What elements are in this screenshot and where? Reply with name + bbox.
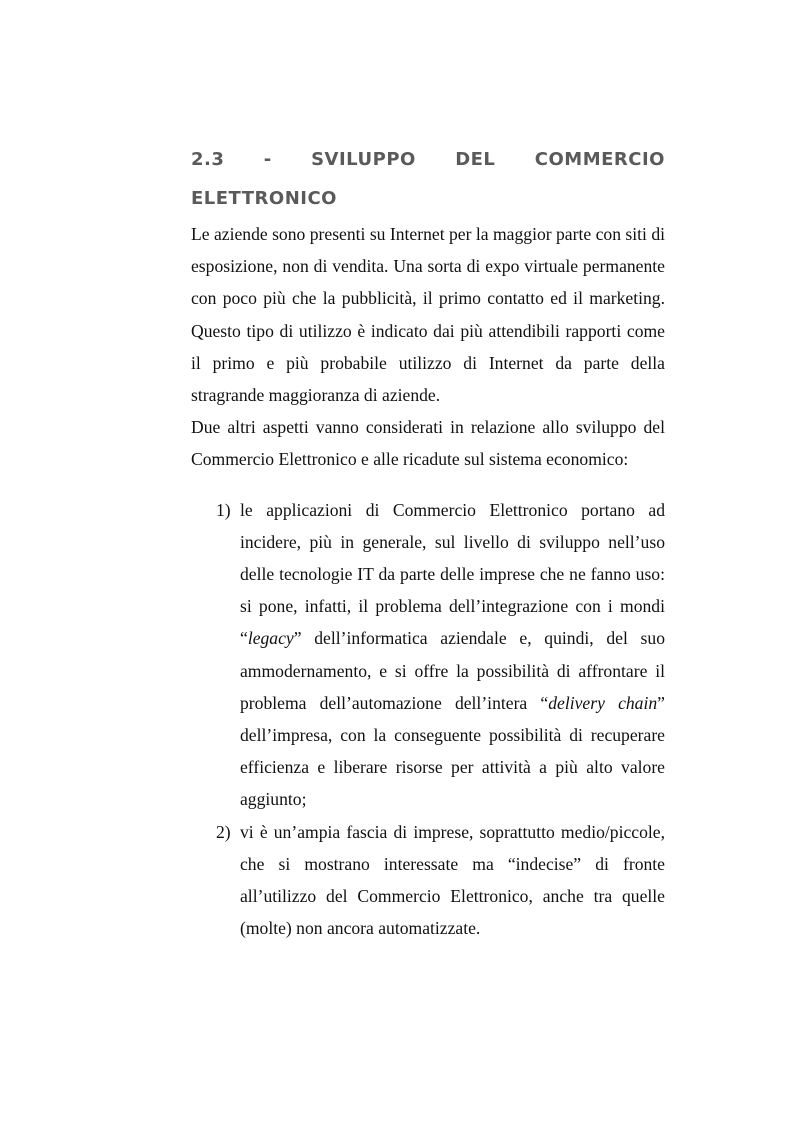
list-item-text-segment: le applicazioni di Commercio Elettronico portano ad incidere, più in generale, sul livello di sviluppo nell’uso delle tecnologie IT da parte delle imprese che ne fanno uso: si pone, infatti, il problema dell’integrazione con i mondi “ [240,499,665,649]
italic-term: delivery chain [548,692,658,713]
section-title-word: DEL [455,149,496,170]
list-item-number: 1) [216,499,231,520]
document-page [191,140,665,944]
body-paragraph: Le aziende sono presenti su Internet per la maggior parte con siti di esposizione, non di vendita. Una sorta di expo virtuale permanente con poco più che la pubblicità, il primo contatto ed il marketing. Questo tipo di utilizzo è indicato dai più attendibili rapporti come il primo e più probabile utilizzo di Internet da parte della stragrande maggioranza di aziende. [191,224,665,406]
section-heading-line1 [191,140,665,180]
section-title-word: COMMERCIO [534,149,665,170]
list-item-number: 2) [216,821,231,842]
section-heading [191,140,665,218]
list-item [191,816,665,945]
list-item [191,494,665,816]
list-item-text [240,494,665,816]
section-number: 2.3 [191,149,225,170]
list-item-text-segment: ” dell’informatica aziendale e, quindi, del suo ammodernamento, e si offre la possibilità di affrontare il problema dell’automazione dell’intera “ [240,628,665,713]
list-item-text: vi è un’ampia fascia di imprese, soprattutto medio/piccole, che si mostrano interessate ma “indecise” di fronte all’utilizzo del Commercio Elettronico, anche tra quelle (molte) non ancora automatizzate. [240,821,665,939]
body-paragraph: Due altri aspetti vanno considerati in relazione allo sviluppo del Commercio Elettronico e alle ricadute sul sistema economico: [191,417,665,470]
section-dash: - [263,149,272,170]
section-title-word: SVILUPPO [311,149,416,170]
list-item-text-segment: ” dell’impresa, con la conseguente possibilità di recuperare efficienza e liberare risorse per attività a più alto valore aggiunto; [240,692,665,810]
italic-term: legacy [247,628,294,649]
numbered-list [191,494,665,945]
section-title-line2: ELETTRONICO [191,188,337,209]
